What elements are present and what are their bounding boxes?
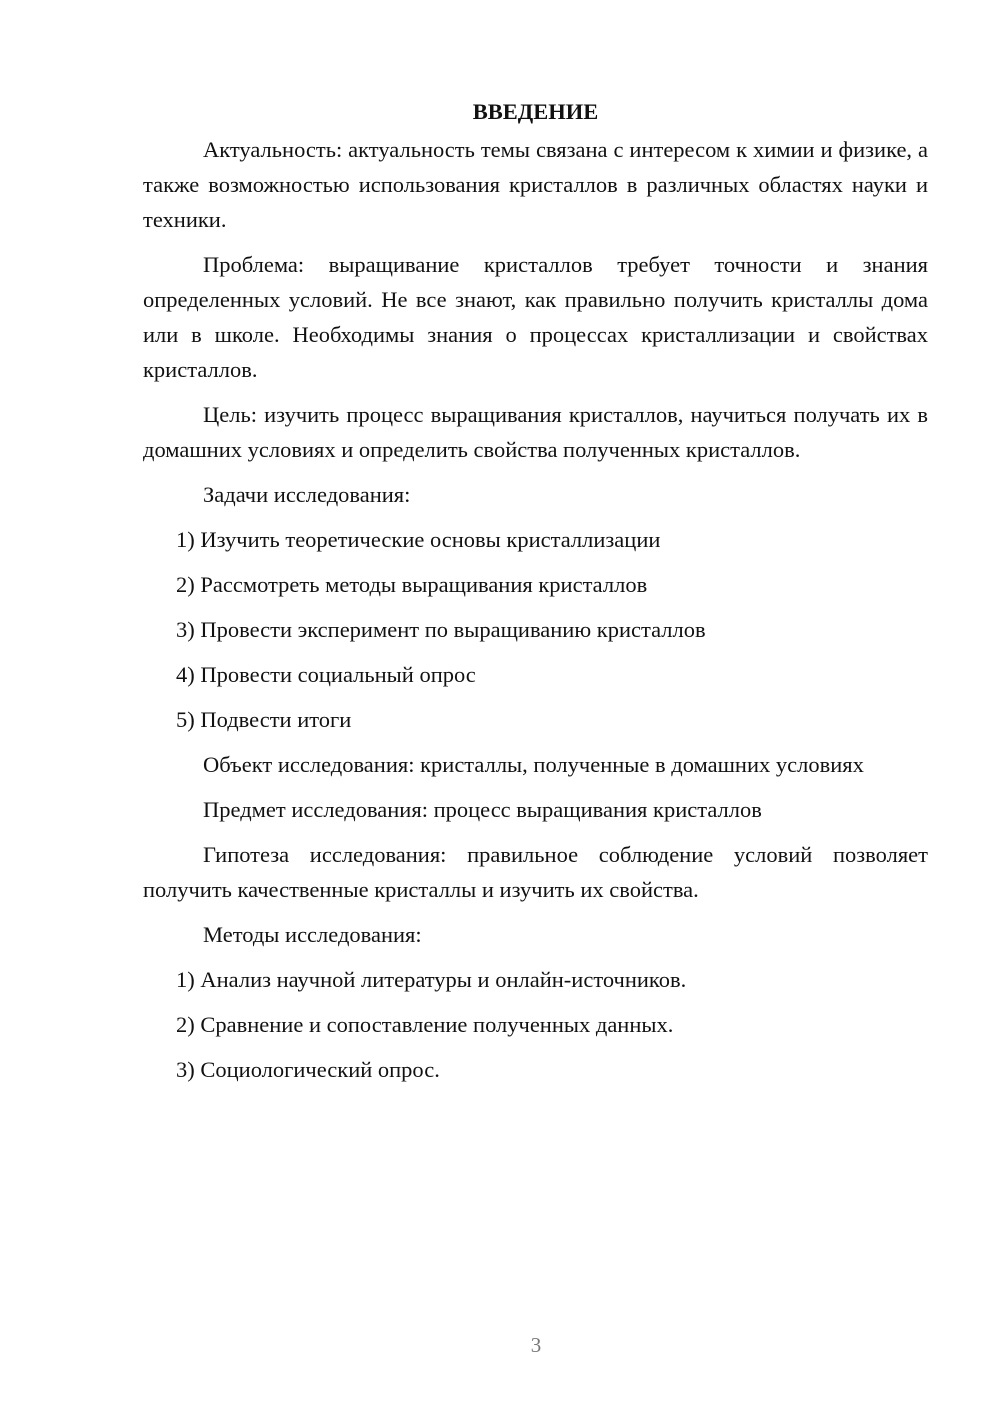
task-item: 3) Провести эксперимент по выращиванию кристаллов <box>176 617 706 642</box>
method-item: 1) Анализ научной литературы и онлайн-источников. <box>176 967 687 992</box>
method-item: 2) Сравнение и сопоставление полученных данных. <box>176 1012 674 1037</box>
hypothesis-paragraph: Гипотеза исследования: правильное соблюдение условий позволяет получить качественные кристаллы и изучить их свойства. <box>143 842 928 902</box>
page-number: 3 <box>530 1333 542 1357</box>
object-paragraph: Объект исследования: кристаллы, полученные в домашних условиях <box>203 752 864 777</box>
methods-heading: Методы исследования: <box>203 922 422 947</box>
relevance-paragraph: Актуальность: актуальность темы связана с интересом к химии и физике, а также возможностью использования кристаллов в различных областях науки и техники. <box>143 137 928 232</box>
page-content <box>143 94 928 1097</box>
problem-paragraph: Проблема: выращивание кристаллов требует точности и знания определенных условий. Не все знают, как правильно получить кристаллы дома или в школе. Необходимы знания о процессах кристаллизации и свойствах кристаллов. <box>143 252 928 382</box>
task-item: 1) Изучить теоретические основы кристаллизации <box>176 527 661 552</box>
method-item: 3) Социологический опрос. <box>176 1057 440 1082</box>
subject-paragraph: Предмет исследования: процесс выращивания кристаллов <box>203 797 762 822</box>
page-title: ВВЕДЕНИЕ <box>472 99 599 124</box>
task-item: 2) Рассмотреть методы выращивания кристаллов <box>176 572 648 597</box>
task-item: 5) Подвести итоги <box>176 707 352 732</box>
tasks-list <box>143 522 928 737</box>
methods-list <box>143 962 928 1087</box>
task-item: 4) Провести социальный опрос <box>176 662 476 687</box>
tasks-heading: Задачи исследования: <box>203 482 411 507</box>
goal-paragraph: Цель: изучить процесс выращивания кристаллов, научиться получать их в домашних условиях и определить свойства полученных кристаллов. <box>143 402 928 462</box>
